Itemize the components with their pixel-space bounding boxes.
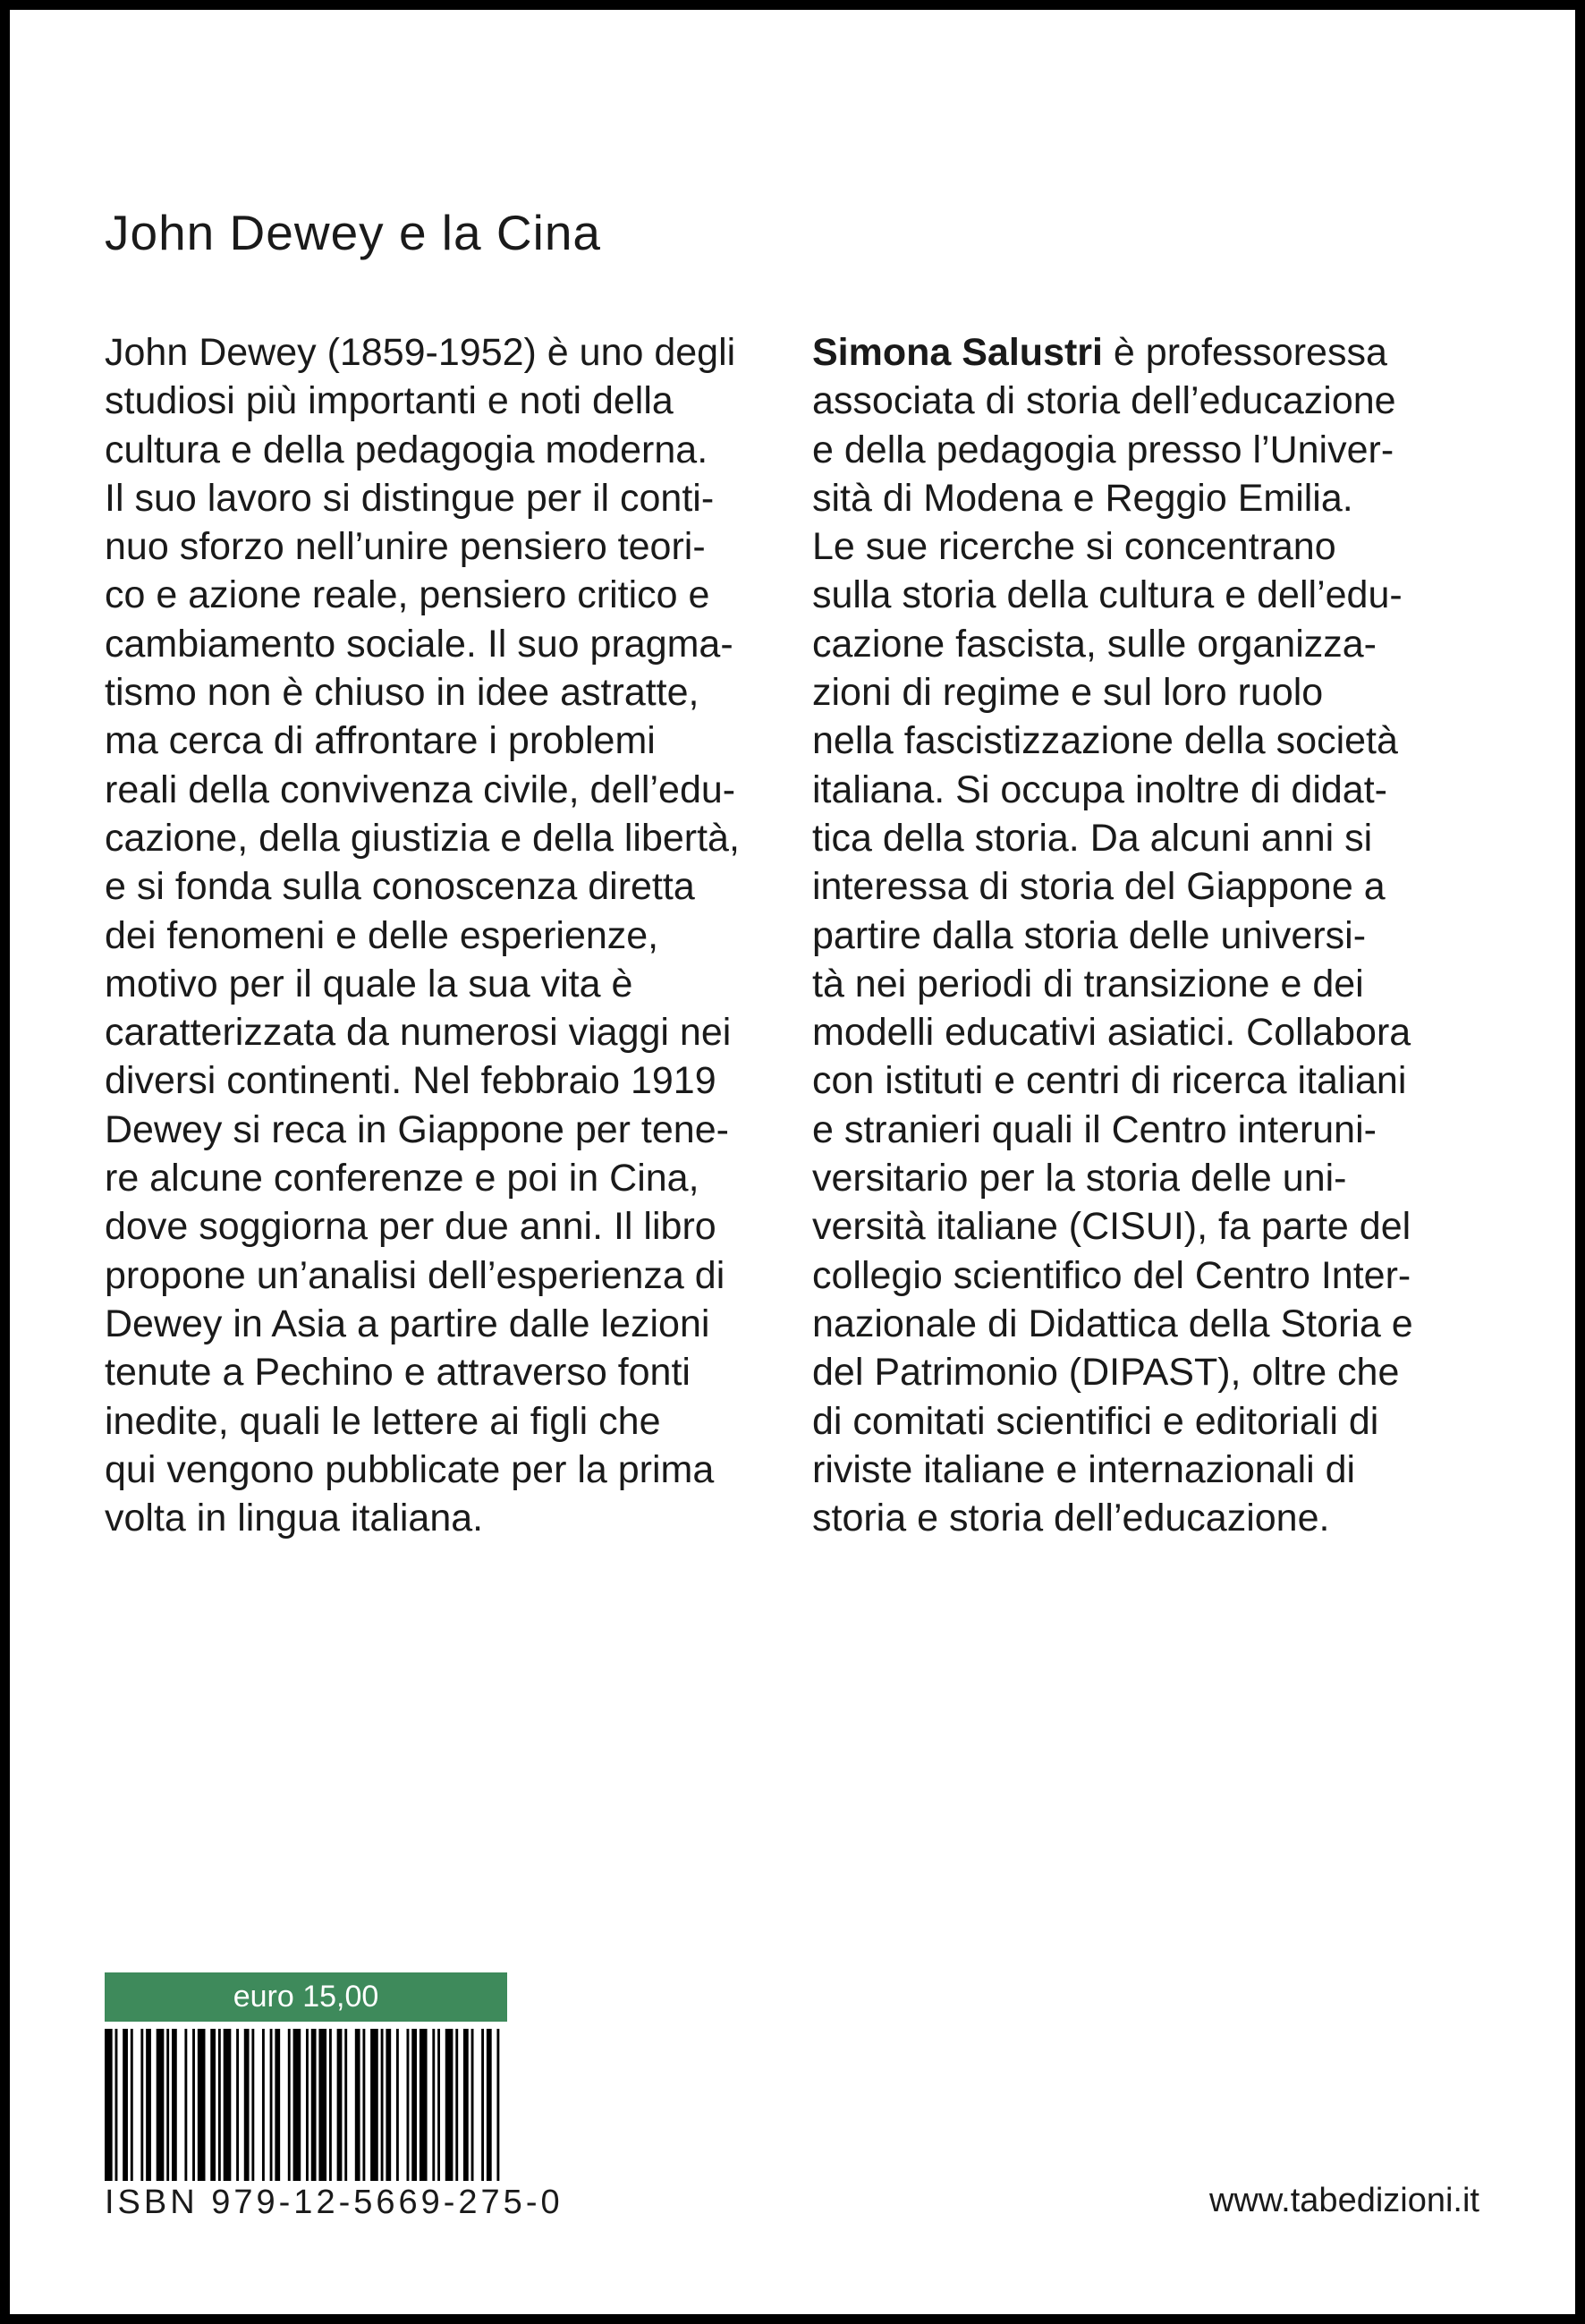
author-bio-line: italiana. Si occupa inoltre di didat-	[812, 768, 1387, 811]
author-bio-line: sità di Modena e Reggio Emilia.	[812, 476, 1353, 520]
barcode-bar	[251, 2029, 254, 2181]
description-line: ma cerca di affrontare i problemi	[105, 719, 656, 763]
barcode-bar	[270, 2029, 273, 2181]
description-line: e si fonda sulla conoscenza diretta	[105, 865, 695, 909]
author-bio-line: versitario per la storia delle uni-	[812, 1157, 1347, 1200]
description-line: qui vengono pubblicate per la prima	[105, 1447, 715, 1491]
description-line: tenute a Pechino e attraverso fonti	[105, 1351, 691, 1395]
barcode-bar	[184, 2029, 187, 2181]
barcode-bar	[275, 2029, 280, 2181]
barcode-bar	[192, 2029, 195, 2181]
isbn-label: ISBN 979-12-5669-275-0	[105, 2184, 564, 2221]
author-bio-line: di comitati scientifici e editoriali di	[812, 1399, 1379, 1443]
barcode-bar	[481, 2029, 484, 2181]
author-bio-line: collegio scientifico del Centro Inter-	[812, 1253, 1411, 1297]
price-label: euro 15,00	[105, 1972, 507, 2022]
description-line: re alcune conferenze e poi in Cina,	[105, 1157, 699, 1200]
barcode-bar	[344, 2029, 347, 2181]
barcode-bar	[115, 2029, 118, 2181]
barcode-bar	[420, 2029, 428, 2181]
author-bio-line: storia e storia dell’educazione.	[812, 1497, 1330, 1540]
description-line: cambiamento sociale. Il suo pragma-	[105, 622, 733, 666]
description-line: caratterizzata da numerosi viaggi nei	[105, 1011, 732, 1055]
barcode-bar	[166, 2029, 169, 2181]
description-line: John Dewey (1859-1952) è uno degli	[105, 331, 736, 374]
author-bio-line: sulla storia della cultura e dell’edu-	[812, 573, 1403, 617]
book-title: John Dewey e la Cina	[105, 205, 602, 260]
description-line: cultura e della pedagogia moderna.	[105, 428, 708, 471]
author-bio-line: e della pedagogia presso l’Univer-	[812, 428, 1394, 471]
author-bio-line: associata di storia dell’educazione	[812, 379, 1396, 423]
barcode-bar	[105, 2029, 113, 2181]
author-bio	[812, 328, 1492, 1542]
barcode-bar	[437, 2029, 440, 2181]
author-name: Simona Salustri	[812, 331, 1103, 374]
description-line: diversi continenti. Nel febbraio 1919	[105, 1059, 716, 1103]
author-bio-first-line	[812, 328, 1492, 377]
barcode-bar	[157, 2029, 165, 2181]
barcode-bar	[487, 2029, 492, 2181]
barcode-bar	[496, 2029, 499, 2181]
barcode-bar	[329, 2029, 332, 2181]
barcode-bar	[362, 2029, 365, 2181]
barcode-bar	[224, 2029, 232, 2181]
description-line: Dewey in Asia a partire dalle lezioni	[105, 1302, 710, 1345]
barcode	[105, 2029, 507, 2181]
author-bio-line: Le sue ricerche si concentrano	[812, 525, 1336, 569]
barcode-bar	[306, 2029, 309, 2181]
author-bio-line: del Patrimonio (DIPAST), oltre che	[812, 1351, 1400, 1395]
barcode-bar	[407, 2029, 410, 2181]
author-bio-lead: è professoressa	[1102, 331, 1387, 374]
barcode-bar	[288, 2029, 291, 2181]
description-line: propone un’analisi dell’esperienza di	[105, 1253, 725, 1297]
barcode-bar	[198, 2029, 206, 2181]
author-bio-line: tà nei periodi di transizione e dei	[812, 962, 1364, 1005]
author-bio-line: tica della storia. Da alcuni anni si	[812, 816, 1373, 860]
description-line: nuo sforzo nell’unire pensiero teori-	[105, 525, 706, 569]
barcode-bar	[471, 2029, 474, 2181]
author-bio-line: riviste italiane e internazionali di	[812, 1447, 1356, 1491]
description-line: reali della convivenza civile, dell’edu-	[105, 768, 736, 811]
barcode-bar	[396, 2029, 399, 2181]
barcode-bar	[293, 2029, 301, 2181]
author-bio-line: con istituti e centri di ricerca italiani	[812, 1059, 1407, 1103]
book-description	[105, 328, 784, 1542]
author-bio-line: nella fascistizzazione della società	[812, 719, 1398, 763]
barcode-bar	[463, 2029, 469, 2181]
barcode-bar	[411, 2029, 417, 2181]
barcode-bar	[355, 2029, 360, 2181]
publisher-website: www.tabedizioni.it	[1208, 2182, 1479, 2219]
barcode-bar	[432, 2029, 435, 2181]
description-line: dove soggiorna per due anni. Il libro	[105, 1205, 716, 1249]
description-line: volta in lingua italiana.	[105, 1497, 484, 1540]
author-bio-line: modelli educativi asiatici. Collabora	[812, 1011, 1411, 1055]
author-bio-line: e stranieri quali il Centro interuni-	[812, 1107, 1377, 1151]
barcode-bar	[455, 2029, 458, 2181]
barcode-bar	[140, 2029, 143, 2181]
barcode-bar	[146, 2029, 151, 2181]
description-line: tismo non è chiuso in idee astratte,	[105, 671, 699, 715]
author-bio-line: partire dalla storia delle universi-	[812, 913, 1367, 957]
author-bio-line: versità italiane (CISUI), fa parte del	[812, 1205, 1411, 1249]
description-line: Dewey si reca in Giappone per tene-	[105, 1107, 729, 1151]
description-line: co e azione reale, pensiero critico e	[105, 573, 710, 617]
barcode-bar	[318, 2029, 326, 2181]
description-line: inedite, quali le lettere ai figli che	[105, 1399, 661, 1443]
description-line: dei fenomeni e delle esperienze,	[105, 913, 659, 957]
barcode-bar	[337, 2029, 343, 2181]
barcode-bar	[370, 2029, 378, 2181]
barcode-bar	[381, 2029, 384, 2181]
author-bio-line: interessa di storia del Giappone a	[812, 865, 1386, 909]
barcode-bar	[386, 2029, 391, 2181]
barcode-bar	[210, 2029, 216, 2181]
author-bio-line: zioni di regime e sul loro ruolo	[812, 671, 1324, 715]
barcode-bar	[244, 2029, 250, 2181]
description-line: Il suo lavoro si distingue per il conti-	[105, 476, 715, 520]
author-bio-line: cazione fascista, sulle organizza-	[812, 622, 1377, 666]
barcode-bar	[236, 2029, 239, 2181]
barcode-bar	[445, 2029, 453, 2181]
author-bio-line: nazionale di Didattica della Storia e	[812, 1302, 1413, 1345]
barcode-bar	[123, 2029, 128, 2181]
barcode-bar	[172, 2029, 177, 2181]
description-line: motivo per il quale la sua vita è	[105, 962, 633, 1005]
description-line: cazione, della giustizia e della libertà,	[105, 816, 740, 860]
barcode-bar	[311, 2029, 317, 2181]
barcode-bar	[262, 2029, 265, 2181]
barcode-bar	[218, 2029, 221, 2181]
barcode-bar	[131, 2029, 133, 2181]
description-line: studiosi più importanti e noti della	[105, 379, 674, 423]
